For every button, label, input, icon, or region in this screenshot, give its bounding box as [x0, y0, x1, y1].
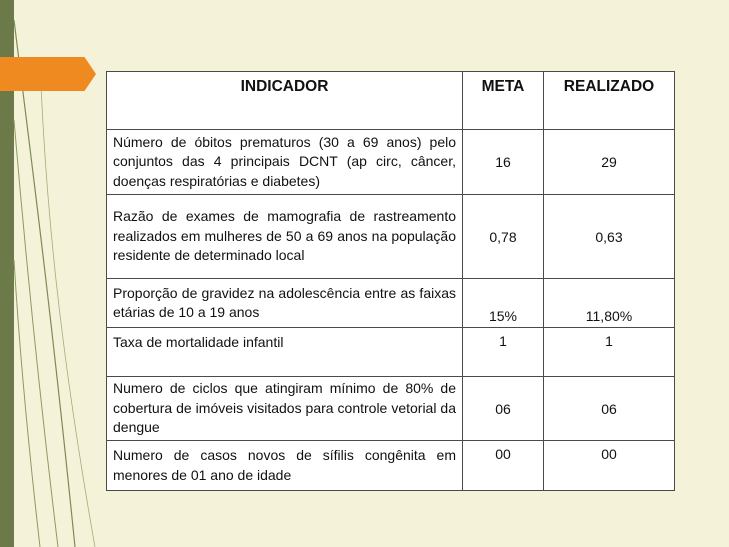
table-row: [107, 328, 675, 377]
table-row: [107, 279, 675, 328]
realizado-cell: 11,80%: [544, 279, 675, 328]
indicador-cell: Numero de ciclos que atingiram mínimo de 80% de cobertura de imóveis visitados para controle vetorial da dengue: [107, 377, 463, 441]
table-row: [107, 377, 675, 441]
table-row: [107, 130, 675, 195]
header-realizado: REALIZADO: [544, 72, 675, 130]
meta-cell: 15%: [463, 279, 544, 328]
table-header-row: [107, 72, 675, 130]
meta-cell: 0,78: [463, 195, 544, 279]
meta-cell: 00: [463, 441, 544, 491]
realizado-cell: 29: [544, 130, 675, 195]
realizado-cell: 00: [544, 441, 675, 491]
indicador-cell: Número de óbitos prematuros (30 a 69 anos) pelo conjuntos das 4 principais DCNT (ap circ, câncer, doenças respiratórias e diabetes): [107, 130, 463, 195]
table-row: [107, 195, 675, 279]
realizado-cell: 06: [544, 377, 675, 441]
header-meta: META: [463, 72, 544, 130]
meta-cell: 1: [463, 328, 544, 377]
header-indicador: INDICADOR: [107, 72, 463, 130]
table-row: [107, 441, 675, 491]
indicador-cell: Taxa de mortalidade infantil: [107, 328, 463, 377]
orange-tab-marker: [0, 57, 96, 91]
realizado-cell: 1: [544, 328, 675, 377]
meta-cell: 06: [463, 377, 544, 441]
realizado-cell: 0,63: [544, 195, 675, 279]
indicador-cell: Razão de exames de mamografia de rastreamento realizados em mulheres de 50 a 69 anos na população residente de determinado local: [107, 195, 463, 279]
meta-cell: 16: [463, 130, 544, 195]
indicators-table: [106, 71, 675, 491]
indicador-cell: Proporção de gravidez na adolescência entre as faixas etárias de 10 a 19 anos: [107, 279, 463, 328]
indicador-cell: Numero de casos novos de sífilis congênita em menores de 01 ano de idade: [107, 441, 463, 491]
